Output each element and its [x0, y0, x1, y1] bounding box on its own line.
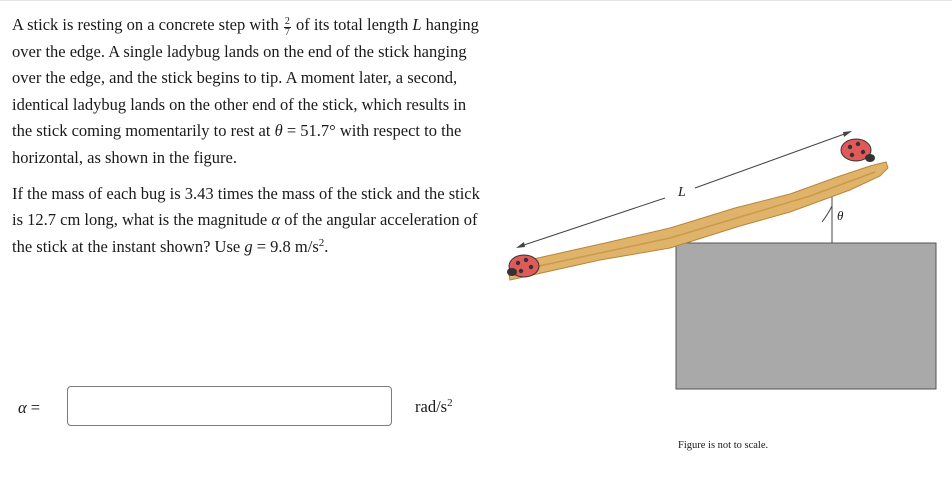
problem-statement: [12, 12, 482, 260]
angle-arc: [822, 206, 832, 222]
fraction-numerator: 2: [284, 16, 290, 27]
answer-input[interactable]: [67, 386, 392, 426]
exponent-2: 2: [318, 236, 325, 249]
answer-row: [14, 385, 474, 429]
answer-unit-exponent: 2: [447, 397, 453, 409]
answer-variable-alpha: α: [18, 398, 27, 417]
ladybug-right: [841, 139, 875, 162]
p1-text-a: A stick is resting on a concrete step with: [12, 15, 283, 34]
answer-unit: [415, 397, 453, 417]
figure-caption: Figure is not to scale.: [678, 440, 769, 451]
p2-text-a: If the mass of each bug is 3.43 times the mass of the stick and the stick is 12.7 cm long, what is the magnitude: [12, 183, 480, 230]
fraction-two-sevenths: [284, 17, 291, 38]
variable-alpha: α: [271, 210, 281, 230]
angle-label: θ: [837, 208, 844, 223]
fraction-denominator: 7: [284, 27, 290, 38]
length-dimension-line-right: [695, 132, 850, 188]
answer-unit-text: rad/s: [415, 397, 448, 416]
stick-figure: [490, 110, 952, 410]
answer-equals: =: [26, 398, 41, 417]
length-label: L: [678, 185, 686, 200]
variable-L: L: [412, 15, 422, 34]
problem-paragraph-1: [12, 12, 482, 172]
variable-theta: θ: [274, 121, 283, 141]
p2-text-b: of the angular acceleration of the stick at the instant shown? Use: [12, 210, 478, 256]
p2-text-d: .: [324, 236, 329, 256]
p1-text-d: = 51.7° with respect to the horizontal, as shown in the figure.: [12, 121, 462, 167]
p1-text-c: hanging over the edge. A single ladybug lands on the end of the stick hanging over the edge, and the stick begins to tip. A moment later, a second, identical ladybug lands on the other end of the stick, which results in the stick coming momentarily to rest at: [12, 15, 479, 141]
p1-text-b: of its total length: [291, 15, 409, 34]
top-divider: [0, 0, 952, 1]
length-arrowhead-right: [843, 131, 852, 137]
problem-paragraph-2: [12, 181, 482, 261]
variable-g: g: [244, 236, 253, 256]
concrete-step: [676, 243, 936, 389]
p2-text-c: = 9.8 m/s: [252, 236, 319, 256]
ladybug-left: [507, 255, 539, 277]
length-arrowhead-left: [516, 242, 525, 248]
answer-label: [18, 398, 40, 418]
